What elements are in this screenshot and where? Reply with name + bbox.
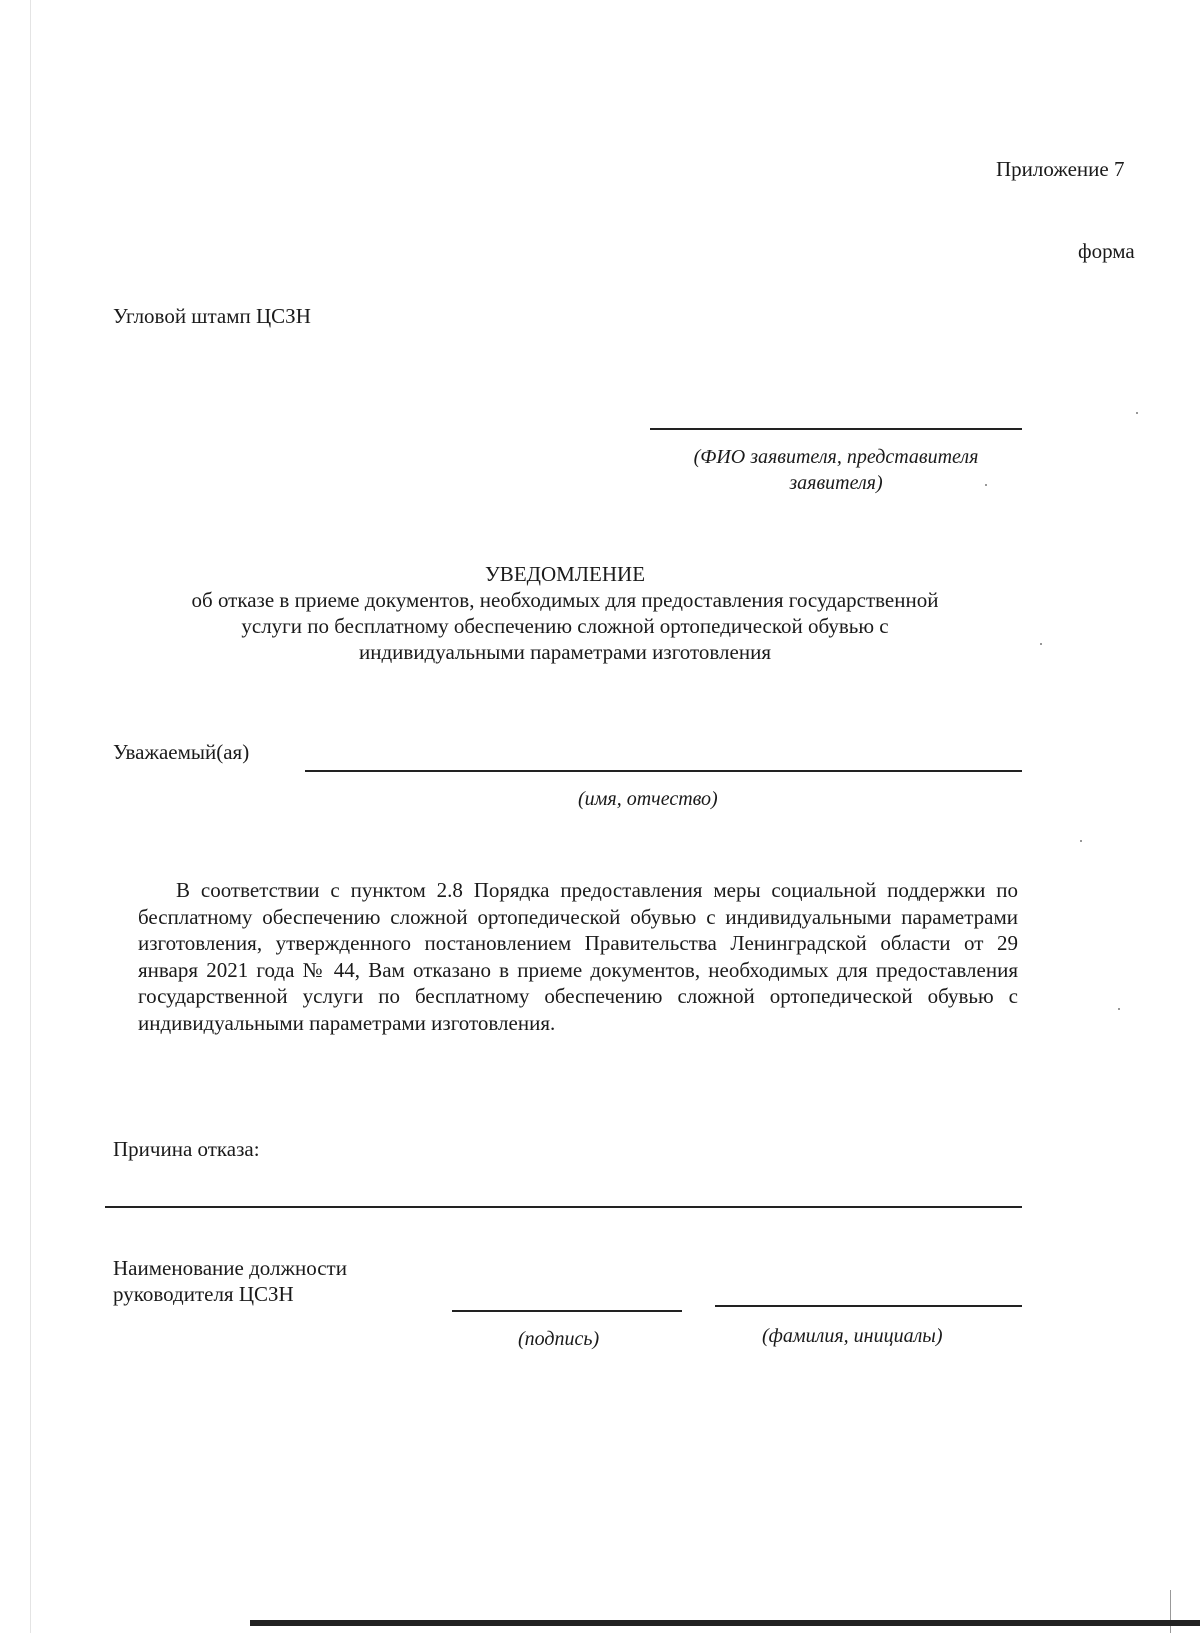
form-label: форма xyxy=(1078,239,1135,263)
position-title-line2: руководителя ЦСЗН xyxy=(113,1282,294,1306)
body-paragraph: В соответствии с пунктом 2.8 Порядка предоставления меры социальной поддержки по бесплатному обеспечению сложной ортопедической обувью с индивидуальными параметрами изготовления, утвержденного постановлением Правительства Ленинградской области от 29 января 2021 года № 44, Вам отказано в приеме документов, необходимых для предоставления государственной услуги по бесплатному обеспечению сложной ортопедической обувью с индивидуальными параметрами изготовления. xyxy=(138,878,1018,1035)
document-title: УВЕДОМЛЕНИЕ xyxy=(484,562,646,586)
scan-edge-bottom xyxy=(250,1620,1200,1626)
refusal-reason-label: Причина отказа: xyxy=(113,1137,260,1161)
scan-speck xyxy=(1118,1008,1120,1010)
document-subtitle-line2: услуги по бесплатному обеспечению сложной ортопедической обувью с xyxy=(241,614,889,638)
addressee-line xyxy=(650,428,1022,430)
name-caption: (имя, отчество) xyxy=(578,788,718,810)
signature-line xyxy=(452,1310,682,1312)
signature-caption: (подпись) xyxy=(518,1328,600,1350)
document-subtitle-line1: об отказе в приеме документов, необходимых для предоставления государственной xyxy=(191,588,939,612)
surname-caption: (фамилия, инициалы) xyxy=(762,1325,943,1347)
scan-speck xyxy=(1040,643,1042,645)
position-title-line1: Наименование должности xyxy=(113,1256,347,1280)
scan-edge-right xyxy=(1170,1590,1171,1633)
scan-speck xyxy=(985,484,987,486)
name-line xyxy=(305,770,1022,772)
refusal-reason-line xyxy=(105,1206,1022,1208)
addressee-caption-line1: (ФИО заявителя, представителя xyxy=(693,446,979,468)
corner-stamp-label: Угловой штамп ЦСЗН xyxy=(113,304,311,328)
document-subtitle-line3: индивидуальными параметрами изготовления xyxy=(359,640,771,664)
greeting-label: Уважаемый(ая) xyxy=(113,740,250,764)
scan-edge-left xyxy=(30,0,31,1633)
scan-speck xyxy=(1136,412,1138,414)
surname-line xyxy=(715,1305,1022,1307)
addressee-caption-line2: заявителя) xyxy=(789,472,883,494)
scan-speck xyxy=(1080,840,1082,842)
appendix-label: Приложение 7 xyxy=(996,157,1125,181)
